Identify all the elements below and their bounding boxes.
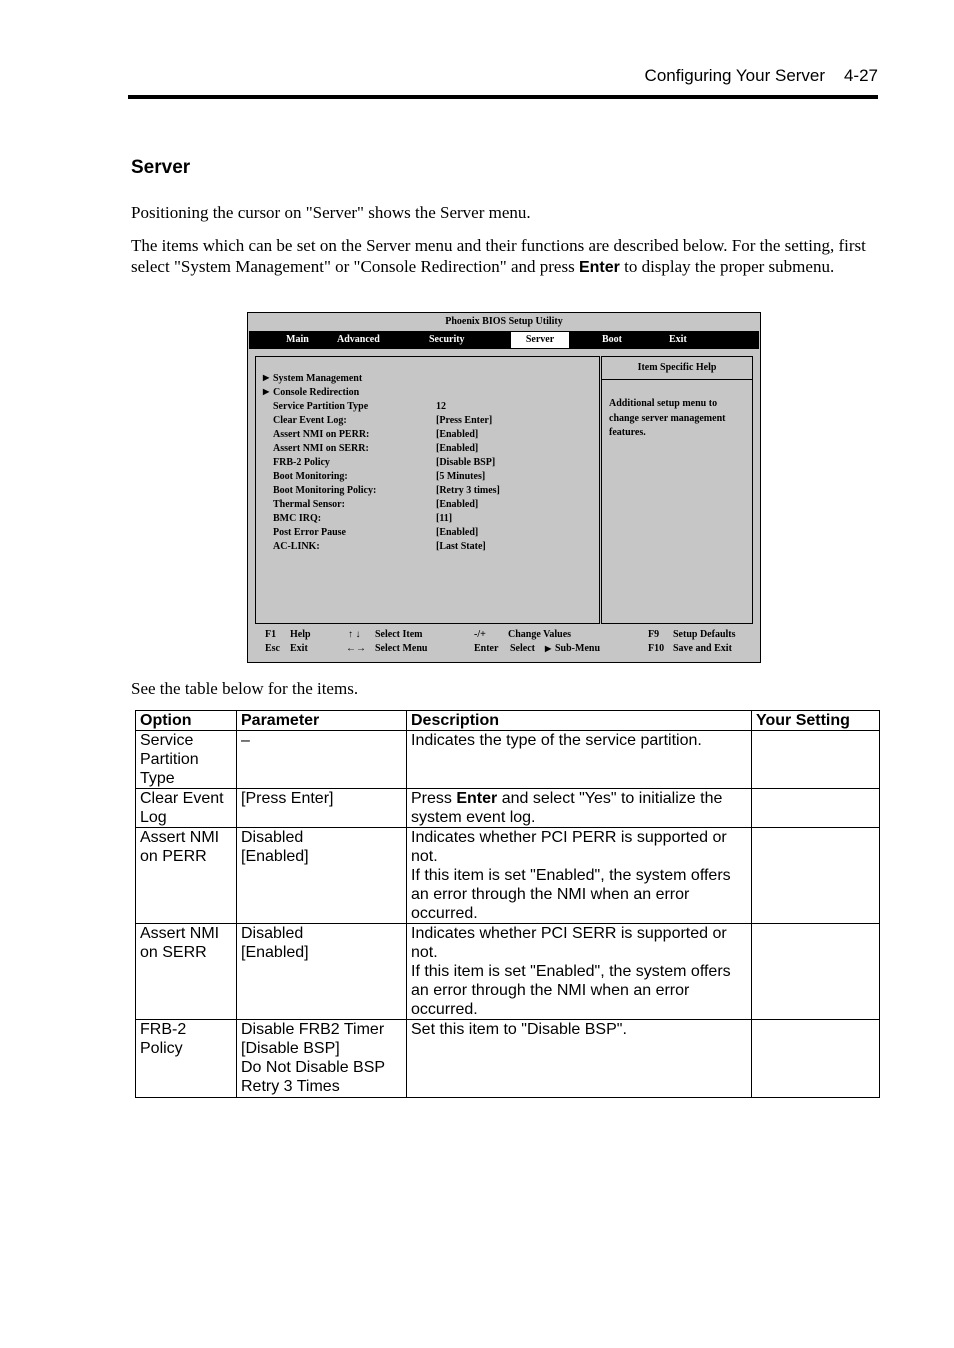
bios-item-console-redirection[interactable]: ▶ Console Redirection [263,387,360,398]
option-cell: Assert NMI on SERR [136,924,237,1020]
page-header [128,64,878,94]
bios-item-ac-link[interactable]: AC-LINK: [Last State] [273,541,486,552]
table-header-row [136,711,880,731]
f1-label: Help [290,629,311,640]
bios-item-bmc-irq[interactable]: BMC IRQ: [11] [273,513,453,524]
your-setting-cell [752,731,880,789]
f10-key: F10 [648,643,665,654]
section-title: Server [131,157,191,178]
bios-item-service-partition-type[interactable]: Service Partition Type 12 [273,401,446,412]
header-option: Option [136,711,237,731]
left-right-arrows-icon: ←→ [346,643,366,654]
bios-screenshot [247,312,761,663]
intro-paragraph: Positioning the cursor on "Server" shows the Server menu. [131,203,531,222]
submenu-arrow-icon: ▶ [263,373,270,382]
esc-key: Esc [265,643,280,654]
enter-key-label: Enter [456,790,498,807]
select-menu-label: Select Menu [375,643,428,654]
header-rule [128,95,878,99]
setup-defaults-label: Setup Defaults [673,629,736,640]
plus-minus-key: -/+ [474,629,486,640]
bios-item-assert-nmi-perr[interactable]: Assert NMI on PERR: [Enabled] [273,429,479,440]
bios-settings-panel [255,356,600,624]
chapter-title: Configuring Your Server [644,66,826,85]
bios-menu-advanced[interactable]: Advanced [337,334,380,345]
description-cell: Press Enter and select "Yes" to initialize the system event log. [407,789,752,828]
select-label: Select [510,643,535,654]
sub-menu-label: Sub-Menu [555,643,601,654]
bios-item-clear-event-log[interactable]: Clear Event Log: [Press Enter] [273,415,493,426]
bios-item-thermal-sensor[interactable]: Thermal Sensor: [Enabled] [273,499,479,510]
enter-key: Enter [474,643,499,654]
parameter-cell: Disable FRB2 Timer [Disable BSP] Do Not Disable BSP Retry 3 Times [237,1020,407,1098]
parameter-cell: Disabled [Enabled] [237,828,407,924]
bios-item-frb2-policy[interactable]: FRB-2 Policy [Disable BSP] [273,457,496,468]
bios-menu-exit[interactable]: Exit [669,334,687,345]
description-cell: Indicates whether PCI PERR is supported or not. If this item is set "Enabled", the system offers an error through the NMI when an error occurred. [407,828,752,924]
items-table [135,710,880,1098]
parameter-cell: [Press Enter] [237,789,407,828]
table-row [136,924,880,1020]
option-cell: Assert NMI on PERR [136,828,237,924]
up-down-arrows-icon: ↑ ↓ [348,629,361,640]
bios-item-post-error-pause[interactable]: Post Error Pause [Enabled] [273,527,479,538]
save-and-exit-label: Save and Exit [673,643,732,654]
table-row [136,1020,880,1098]
bios-menu-boot[interactable]: Boot [602,334,622,345]
bios-menu-main[interactable]: Main [286,334,309,345]
bios-help-title: Item Specific Help [602,357,752,380]
page-number: 4-27 [843,66,878,85]
f9-key: F9 [648,629,660,640]
submenu-arrow-icon: ▶ [545,644,552,653]
table-row [136,828,880,924]
table-row [136,731,880,789]
f1-key: F1 [265,629,277,640]
description-cell: Indicates the type of the service partition. [407,731,752,789]
description-cell: Set this item to "Disable BSP". [407,1020,752,1098]
select-item-label: Select Item [375,629,423,640]
description-cell: Indicates whether PCI SERR is supported or not. If this item is set "Enabled", the system offers an error through the NMI when an error occurred. [407,924,752,1020]
your-setting-cell [752,924,880,1020]
instructions-text-after: to display the proper submenu. [619,257,835,276]
bios-item-boot-monitoring-policy[interactable]: Boot Monitoring Policy: [Retry 3 times] [273,485,500,496]
bios-item-assert-nmi-serr[interactable]: Assert NMI on SERR: [Enabled] [273,443,479,454]
esc-label: Exit [290,643,308,654]
bios-menu-security[interactable]: Security [429,334,465,345]
bios-title: Phoenix BIOS Setup Utility [445,316,563,327]
option-cell: Service Partition Type [136,731,237,789]
your-setting-cell [752,1020,880,1098]
enter-key-label: Enter [578,259,620,276]
bios-menu-bar [249,331,759,349]
change-values-label: Change Values [508,629,572,640]
bios-item-boot-monitoring[interactable]: Boot Monitoring: [5 Minutes] [273,471,486,482]
bios-help-text: Additional setup menu to change server management features. [609,398,726,438]
parameter-cell: Disabled [Enabled] [237,924,407,1020]
instructions-text-before: The items which can be set on the Server menu and their functions are described below. For the setting, first select "System Management" or "Console Redirection" and press [131,236,866,276]
bios-menu-server[interactable]: Server [511,332,569,348]
header-parameter: Parameter [237,711,407,731]
header-description: Description [407,711,752,731]
table-row [136,789,880,828]
submenu-arrow-icon: ▶ [263,387,270,396]
see-table-text: See the table below for the items. [131,679,359,698]
option-cell: FRB-2 Policy [136,1020,237,1098]
option-cell: Clear Event Log [136,789,237,828]
instructions-paragraph [131,235,871,278]
your-setting-cell [752,828,880,924]
header-your-setting: Your Setting [752,711,880,731]
bios-help-panel [601,356,753,624]
parameter-cell: – [237,731,407,789]
bios-item-system-management[interactable]: ▶ System Management [263,373,363,384]
your-setting-cell [752,789,880,828]
